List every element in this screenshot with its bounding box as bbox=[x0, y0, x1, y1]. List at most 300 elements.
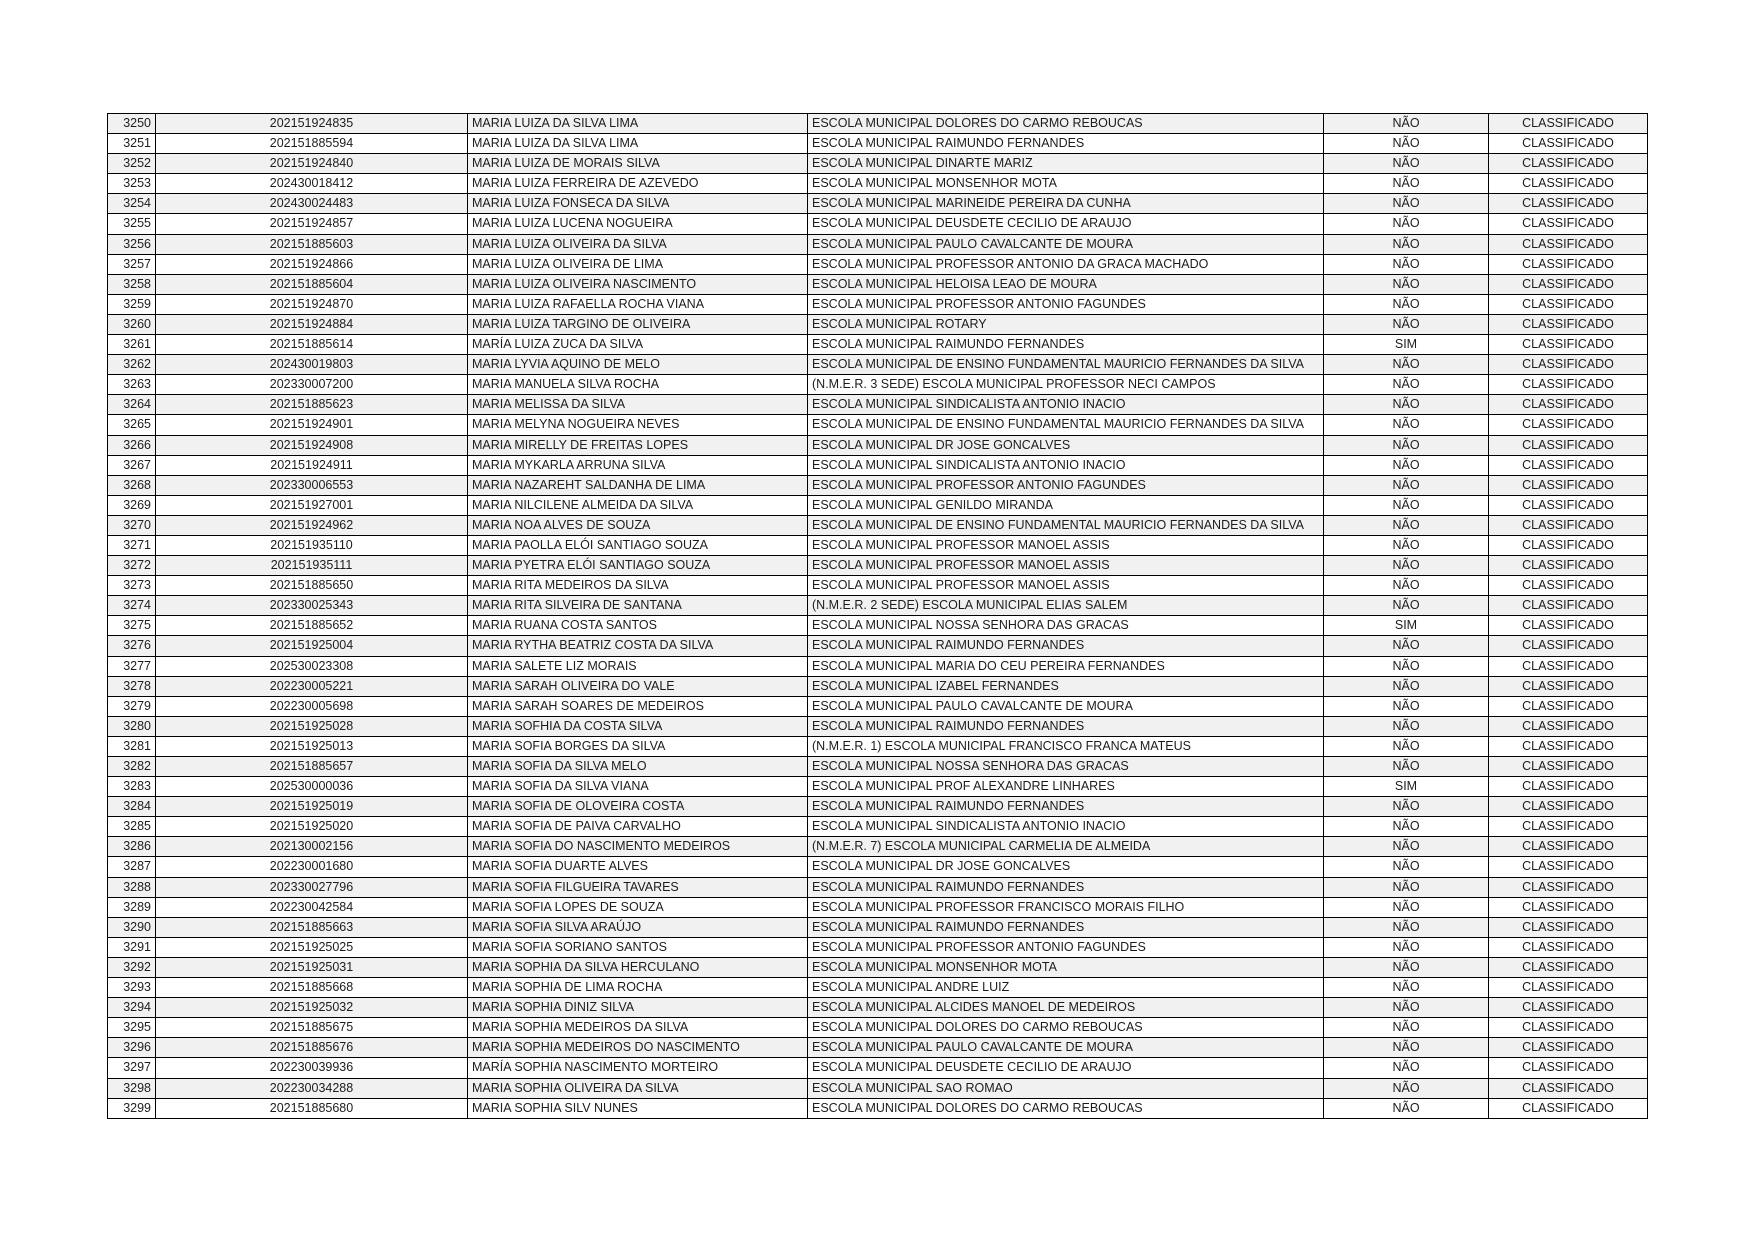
flag-cell: NÃO bbox=[1324, 134, 1489, 154]
school-cell: ESCOLA MUNICIPAL RAIMUNDO FERNANDES bbox=[808, 716, 1324, 736]
flag-cell: NÃO bbox=[1324, 174, 1489, 194]
enrollment-id-cell: 202151885594 bbox=[156, 134, 468, 154]
school-cell: ESCOLA MUNICIPAL HELOISA LEAO DE MOURA bbox=[808, 274, 1324, 294]
enrollment-id-cell: 202330007200 bbox=[156, 375, 468, 395]
school-cell: ESCOLA MUNICIPAL SINDICALISTA ANTONIO INACIO bbox=[808, 817, 1324, 837]
status-cell: CLASSIFICADO bbox=[1489, 194, 1648, 214]
rank-cell: 3273 bbox=[108, 576, 156, 596]
flag-cell: NÃO bbox=[1324, 636, 1489, 656]
name-cell: MARIA MANUELA SILVA ROCHA bbox=[468, 375, 808, 395]
status-cell: CLASSIFICADO bbox=[1489, 556, 1648, 576]
status-cell: CLASSIFICADO bbox=[1489, 154, 1648, 174]
flag-cell: NÃO bbox=[1324, 837, 1489, 857]
school-cell: ESCOLA MUNICIPAL DOLORES DO CARMO REBOUCAS bbox=[808, 1018, 1324, 1038]
flag-cell: NÃO bbox=[1324, 194, 1489, 214]
enrollment-id-cell: 202151885680 bbox=[156, 1098, 468, 1118]
table-row bbox=[108, 375, 1648, 395]
school-cell: ESCOLA MUNICIPAL SINDICALISTA ANTONIO INACIO bbox=[808, 395, 1324, 415]
rank-cell: 3282 bbox=[108, 757, 156, 777]
rank-cell: 3299 bbox=[108, 1098, 156, 1118]
name-cell: MARIA SOPHIA MEDEIROS DA SILVA bbox=[468, 1018, 808, 1038]
status-cell: CLASSIFICADO bbox=[1489, 495, 1648, 515]
flag-cell: NÃO bbox=[1324, 877, 1489, 897]
school-cell: ESCOLA MUNICIPAL ROTARY bbox=[808, 314, 1324, 334]
name-cell: MARIA NOA ALVES DE SOUZA bbox=[468, 515, 808, 535]
school-cell: ESCOLA MUNICIPAL SINDICALISTA ANTONIO INACIO bbox=[808, 455, 1324, 475]
table-row bbox=[108, 596, 1648, 616]
rank-cell: 3291 bbox=[108, 937, 156, 957]
name-cell: MARIA SOPHIA DA SILVA HERCULANO bbox=[468, 957, 808, 977]
flag-cell: NÃO bbox=[1324, 395, 1489, 415]
school-cell: ESCOLA MUNICIPAL PAULO CAVALCANTE DE MOURA bbox=[808, 696, 1324, 716]
status-cell: CLASSIFICADO bbox=[1489, 957, 1648, 977]
enrollment-id-cell: 202151924835 bbox=[156, 114, 468, 134]
school-cell: ESCOLA MUNICIPAL MONSENHOR MOTA bbox=[808, 957, 1324, 977]
enrollment-id-cell: 202151885604 bbox=[156, 274, 468, 294]
school-cell: ESCOLA MUNICIPAL IZABEL FERNANDES bbox=[808, 676, 1324, 696]
school-cell: ESCOLA MUNICIPAL RAIMUNDO FERNANDES bbox=[808, 636, 1324, 656]
name-cell: MARIA SOFIA DA SILVA MELO bbox=[468, 757, 808, 777]
flag-cell: NÃO bbox=[1324, 978, 1489, 998]
name-cell: MARIA NAZAREHT SALDANHA DE LIMA bbox=[468, 475, 808, 495]
school-cell: ESCOLA MUNICIPAL RAIMUNDO FERNANDES bbox=[808, 797, 1324, 817]
enrollment-id-cell: 202151924870 bbox=[156, 294, 468, 314]
name-cell: MARIA SOFIA DE PAIVA CARVALHO bbox=[468, 817, 808, 837]
flag-cell: NÃO bbox=[1324, 455, 1489, 475]
school-cell: ESCOLA MUNICIPAL NOSSA SENHORA DAS GRACAS bbox=[808, 616, 1324, 636]
status-cell: CLASSIFICADO bbox=[1489, 234, 1648, 254]
flag-cell: NÃO bbox=[1324, 1038, 1489, 1058]
status-cell: CLASSIFICADO bbox=[1489, 134, 1648, 154]
table-row bbox=[108, 837, 1648, 857]
flag-cell: NÃO bbox=[1324, 596, 1489, 616]
school-cell: ESCOLA MUNICIPAL PROFESSOR ANTONIO FAGUNDES bbox=[808, 475, 1324, 495]
enrollment-id-cell: 202230005221 bbox=[156, 676, 468, 696]
rank-cell: 3252 bbox=[108, 154, 156, 174]
rank-cell: 3261 bbox=[108, 335, 156, 355]
rank-cell: 3272 bbox=[108, 556, 156, 576]
flag-cell: NÃO bbox=[1324, 1098, 1489, 1118]
enrollment-id-cell: 202151924911 bbox=[156, 455, 468, 475]
school-cell: ESCOLA MUNICIPAL MARIA DO CEU PEREIRA FERNANDES bbox=[808, 656, 1324, 676]
rank-cell: 3276 bbox=[108, 636, 156, 656]
school-cell: ESCOLA MUNICIPAL PROFESSOR MANOEL ASSIS bbox=[808, 576, 1324, 596]
flag-cell: NÃO bbox=[1324, 857, 1489, 877]
school-cell: ESCOLA MUNICIPAL RAIMUNDO FERNANDES bbox=[808, 877, 1324, 897]
flag-cell: NÃO bbox=[1324, 556, 1489, 576]
status-cell: CLASSIFICADO bbox=[1489, 937, 1648, 957]
enrollment-id-cell: 202151925032 bbox=[156, 998, 468, 1018]
enrollment-id-cell: 202151924884 bbox=[156, 314, 468, 334]
flag-cell: NÃO bbox=[1324, 817, 1489, 837]
school-cell: ESCOLA MUNICIPAL PROFESSOR MANOEL ASSIS bbox=[808, 556, 1324, 576]
enrollment-id-cell: 202430019803 bbox=[156, 355, 468, 375]
status-cell: CLASSIFICADO bbox=[1489, 375, 1648, 395]
flag-cell: NÃO bbox=[1324, 797, 1489, 817]
school-cell: ESCOLA MUNICIPAL DINARTE MARIZ bbox=[808, 154, 1324, 174]
enrollment-id-cell: 202230005698 bbox=[156, 696, 468, 716]
rank-cell: 3263 bbox=[108, 375, 156, 395]
flag-cell: NÃO bbox=[1324, 495, 1489, 515]
school-cell: ESCOLA MUNICIPAL DOLORES DO CARMO REBOUCAS bbox=[808, 114, 1324, 134]
enrollment-id-cell: 202151925025 bbox=[156, 937, 468, 957]
rank-cell: 3292 bbox=[108, 957, 156, 977]
enrollment-id-cell: 202151924840 bbox=[156, 154, 468, 174]
flag-cell: NÃO bbox=[1324, 716, 1489, 736]
rank-cell: 3265 bbox=[108, 415, 156, 435]
enrollment-id-cell: 202151927001 bbox=[156, 495, 468, 515]
status-cell: CLASSIFICADO bbox=[1489, 174, 1648, 194]
table-row bbox=[108, 716, 1648, 736]
status-cell: CLASSIFICADO bbox=[1489, 1078, 1648, 1098]
enrollment-id-cell: 202151924962 bbox=[156, 515, 468, 535]
name-cell: MARIA SALETE LIZ MORAIS bbox=[468, 656, 808, 676]
enrollment-id-cell: 202151885614 bbox=[156, 335, 468, 355]
table-row bbox=[108, 1058, 1648, 1078]
school-cell: ESCOLA MUNICIPAL PROFESSOR ANTONIO DA GRACA MACHADO bbox=[808, 254, 1324, 274]
rank-cell: 3257 bbox=[108, 254, 156, 274]
flag-cell: NÃO bbox=[1324, 937, 1489, 957]
name-cell: MARIA LYVIA AQUINO DE MELO bbox=[468, 355, 808, 375]
rank-cell: 3260 bbox=[108, 314, 156, 334]
enrollment-id-cell: 202530000036 bbox=[156, 777, 468, 797]
enrollment-id-cell: 202151924901 bbox=[156, 415, 468, 435]
table-row bbox=[108, 455, 1648, 475]
rank-cell: 3259 bbox=[108, 294, 156, 314]
school-cell: ESCOLA MUNICIPAL MARINEIDE PEREIRA DA CUNHA bbox=[808, 194, 1324, 214]
name-cell: MARIA LUIZA FONSECA DA SILVA bbox=[468, 194, 808, 214]
flag-cell: NÃO bbox=[1324, 254, 1489, 274]
school-cell: ESCOLA MUNICIPAL RAIMUNDO FERNANDES bbox=[808, 134, 1324, 154]
status-cell: CLASSIFICADO bbox=[1489, 455, 1648, 475]
rank-cell: 3267 bbox=[108, 455, 156, 475]
flag-cell: NÃO bbox=[1324, 656, 1489, 676]
table-row bbox=[108, 395, 1648, 415]
status-cell: CLASSIFICADO bbox=[1489, 576, 1648, 596]
rank-cell: 3254 bbox=[108, 194, 156, 214]
enrollment-id-cell: 202151924857 bbox=[156, 214, 468, 234]
school-cell: ESCOLA MUNICIPAL DE ENSINO FUNDAMENTAL MAURICIO FERNANDES DA SILVA bbox=[808, 415, 1324, 435]
table-row bbox=[108, 777, 1648, 797]
school-cell: ESCOLA MUNICIPAL GENILDO MIRANDA bbox=[808, 495, 1324, 515]
table-row bbox=[108, 1078, 1648, 1098]
rank-cell: 3255 bbox=[108, 214, 156, 234]
table-row bbox=[108, 736, 1648, 756]
rank-cell: 3281 bbox=[108, 736, 156, 756]
rank-cell: 3266 bbox=[108, 435, 156, 455]
table-row bbox=[108, 355, 1648, 375]
flag-cell: NÃO bbox=[1324, 736, 1489, 756]
school-cell: ESCOLA MUNICIPAL DOLORES DO CARMO REBOUCAS bbox=[808, 1098, 1324, 1118]
table-row bbox=[108, 757, 1648, 777]
name-cell: MARIA RUANA COSTA SANTOS bbox=[468, 616, 808, 636]
flag-cell: NÃO bbox=[1324, 1018, 1489, 1038]
flag-cell: NÃO bbox=[1324, 535, 1489, 555]
name-cell: MARIA LUIZA RAFAELLA ROCHA VIANA bbox=[468, 294, 808, 314]
enrollment-id-cell: 202330006553 bbox=[156, 475, 468, 495]
status-cell: CLASSIFICADO bbox=[1489, 114, 1648, 134]
name-cell: MARIA SOFIA SILVA ARAÚJO bbox=[468, 917, 808, 937]
flag-cell: SIM bbox=[1324, 616, 1489, 636]
enrollment-id-cell: 202151885603 bbox=[156, 234, 468, 254]
name-cell: MARIA LUIZA LUCENA NOGUEIRA bbox=[468, 214, 808, 234]
name-cell: MARIA LUIZA OLIVEIRA DA SILVA bbox=[468, 234, 808, 254]
name-cell: MARIA LUIZA DE MORAIS SILVA bbox=[468, 154, 808, 174]
status-cell: CLASSIFICADO bbox=[1489, 817, 1648, 837]
name-cell: MARIA SOFIA DO NASCIMENTO MEDEIROS bbox=[468, 837, 808, 857]
enrollment-id-cell: 202151885663 bbox=[156, 917, 468, 937]
status-cell: CLASSIFICADO bbox=[1489, 998, 1648, 1018]
results-table-body bbox=[108, 114, 1648, 1119]
status-cell: CLASSIFICADO bbox=[1489, 335, 1648, 355]
name-cell: MARIA SOFIA BORGES DA SILVA bbox=[468, 736, 808, 756]
flag-cell: SIM bbox=[1324, 335, 1489, 355]
table-row bbox=[108, 817, 1648, 837]
enrollment-id-cell: 202151885668 bbox=[156, 978, 468, 998]
flag-cell: NÃO bbox=[1324, 1078, 1489, 1098]
rank-cell: 3251 bbox=[108, 134, 156, 154]
rank-cell: 3296 bbox=[108, 1038, 156, 1058]
status-cell: CLASSIFICADO bbox=[1489, 837, 1648, 857]
school-cell: ESCOLA MUNICIPAL PAULO CAVALCANTE DE MOURA bbox=[808, 1038, 1324, 1058]
status-cell: CLASSIFICADO bbox=[1489, 294, 1648, 314]
school-cell: ESCOLA MUNICIPAL MONSENHOR MOTA bbox=[808, 174, 1324, 194]
rank-cell: 3295 bbox=[108, 1018, 156, 1038]
enrollment-id-cell: 202230042584 bbox=[156, 897, 468, 917]
results-table bbox=[107, 113, 1648, 1119]
status-cell: CLASSIFICADO bbox=[1489, 636, 1648, 656]
table-row bbox=[108, 214, 1648, 234]
rank-cell: 3271 bbox=[108, 535, 156, 555]
table-row bbox=[108, 897, 1648, 917]
name-cell: MARIA NILCILENE ALMEIDA DA SILVA bbox=[468, 495, 808, 515]
name-cell: MARIA RYTHA BEATRIZ COSTA DA SILVA bbox=[468, 636, 808, 656]
rank-cell: 3284 bbox=[108, 797, 156, 817]
table-row bbox=[108, 857, 1648, 877]
enrollment-id-cell: 202151925028 bbox=[156, 716, 468, 736]
status-cell: CLASSIFICADO bbox=[1489, 535, 1648, 555]
rank-cell: 3288 bbox=[108, 877, 156, 897]
status-cell: CLASSIFICADO bbox=[1489, 716, 1648, 736]
status-cell: CLASSIFICADO bbox=[1489, 877, 1648, 897]
enrollment-id-cell: 202151925019 bbox=[156, 797, 468, 817]
school-cell: ESCOLA MUNICIPAL NOSSA SENHORA DAS GRACAS bbox=[808, 757, 1324, 777]
table-row bbox=[108, 294, 1648, 314]
status-cell: CLASSIFICADO bbox=[1489, 917, 1648, 937]
school-cell: ESCOLA MUNICIPAL DR JOSE GONCALVES bbox=[808, 435, 1324, 455]
school-cell: ESCOLA MUNICIPAL PROF ALEXANDRE LINHARES bbox=[808, 777, 1324, 797]
rank-cell: 3283 bbox=[108, 777, 156, 797]
school-cell: ESCOLA MUNICIPAL ALCIDES MANOEL DE MEDEIROS bbox=[808, 998, 1324, 1018]
name-cell: MARIA SARAH SOARES DE MEDEIROS bbox=[468, 696, 808, 716]
name-cell: MARIA SOPHIA MEDEIROS DO NASCIMENTO bbox=[468, 1038, 808, 1058]
school-cell: ESCOLA MUNICIPAL PROFESSOR MANOEL ASSIS bbox=[808, 535, 1324, 555]
flag-cell: NÃO bbox=[1324, 214, 1489, 234]
table-row bbox=[108, 415, 1648, 435]
enrollment-id-cell: 202330027796 bbox=[156, 877, 468, 897]
table-row bbox=[108, 696, 1648, 716]
table-row bbox=[108, 556, 1648, 576]
status-cell: CLASSIFICADO bbox=[1489, 355, 1648, 375]
name-cell: MARIA SOFIA LOPES DE SOUZA bbox=[468, 897, 808, 917]
enrollment-id-cell: 202151885657 bbox=[156, 757, 468, 777]
table-row bbox=[108, 797, 1648, 817]
table-row bbox=[108, 234, 1648, 254]
status-cell: CLASSIFICADO bbox=[1489, 415, 1648, 435]
table-row bbox=[108, 274, 1648, 294]
enrollment-id-cell: 202151885676 bbox=[156, 1038, 468, 1058]
school-cell: ESCOLA MUNICIPAL PROFESSOR ANTONIO FAGUNDES bbox=[808, 294, 1324, 314]
enrollment-id-cell: 202330025343 bbox=[156, 596, 468, 616]
status-cell: CLASSIFICADO bbox=[1489, 777, 1648, 797]
enrollment-id-cell: 202151935111 bbox=[156, 556, 468, 576]
enrollment-id-cell: 202151885652 bbox=[156, 616, 468, 636]
name-cell: MARIA SOFIA DE OLOVEIRA COSTA bbox=[468, 797, 808, 817]
flag-cell: NÃO bbox=[1324, 355, 1489, 375]
school-cell: ESCOLA MUNICIPAL SAO ROMAO bbox=[808, 1078, 1324, 1098]
rank-cell: 3256 bbox=[108, 234, 156, 254]
school-cell: ESCOLA MUNICIPAL DEUSDETE CECILIO DE ARAUJO bbox=[808, 214, 1324, 234]
table-row bbox=[108, 636, 1648, 656]
name-cell: MARIA LUIZA FERREIRA DE AZEVEDO bbox=[468, 174, 808, 194]
name-cell: MARIA PYETRA ELÓI SANTIAGO SOUZA bbox=[468, 556, 808, 576]
flag-cell: NÃO bbox=[1324, 234, 1489, 254]
enrollment-id-cell: 202530023308 bbox=[156, 656, 468, 676]
table-row bbox=[108, 957, 1648, 977]
enrollment-id-cell: 202151935110 bbox=[156, 535, 468, 555]
rank-cell: 3289 bbox=[108, 897, 156, 917]
table-row bbox=[108, 937, 1648, 957]
table-row bbox=[108, 1098, 1648, 1118]
enrollment-id-cell: 202151885623 bbox=[156, 395, 468, 415]
table-row bbox=[108, 515, 1648, 535]
name-cell: MARIA SOPHIA OLIVEIRA DA SILVA bbox=[468, 1078, 808, 1098]
name-cell: MARIA MIRELLY DE FREITAS LOPES bbox=[468, 435, 808, 455]
table-row bbox=[108, 978, 1648, 998]
name-cell: MARÍA SOPHIA NASCIMENTO MORTEIRO bbox=[468, 1058, 808, 1078]
flag-cell: NÃO bbox=[1324, 314, 1489, 334]
table-row bbox=[108, 656, 1648, 676]
flag-cell: NÃO bbox=[1324, 998, 1489, 1018]
table-row bbox=[108, 114, 1648, 134]
enrollment-id-cell: 202151925020 bbox=[156, 817, 468, 837]
rank-cell: 3250 bbox=[108, 114, 156, 134]
status-cell: CLASSIFICADO bbox=[1489, 676, 1648, 696]
school-cell: ESCOLA MUNICIPAL PROFESSOR ANTONIO FAGUNDES bbox=[808, 937, 1324, 957]
school-cell: (N.M.E.R. 2 SEDE) ESCOLA MUNICIPAL ELIAS SALEM bbox=[808, 596, 1324, 616]
flag-cell: SIM bbox=[1324, 777, 1489, 797]
table-row bbox=[108, 616, 1648, 636]
name-cell: MARIA RITA MEDEIROS DA SILVA bbox=[468, 576, 808, 596]
enrollment-id-cell: 202430018412 bbox=[156, 174, 468, 194]
name-cell: MARIA SOFHIA DA COSTA SILVA bbox=[468, 716, 808, 736]
school-cell: ESCOLA MUNICIPAL PROFESSOR FRANCISCO MORAIS FILHO bbox=[808, 897, 1324, 917]
table-row bbox=[108, 154, 1648, 174]
table-row bbox=[108, 314, 1648, 334]
rank-cell: 3293 bbox=[108, 978, 156, 998]
rank-cell: 3262 bbox=[108, 355, 156, 375]
flag-cell: NÃO bbox=[1324, 294, 1489, 314]
name-cell: MARIA MYKARLA ARRUNA SILVA bbox=[468, 455, 808, 475]
table-row bbox=[108, 576, 1648, 596]
rank-cell: 3275 bbox=[108, 616, 156, 636]
name-cell: MARIA SARAH OLIVEIRA DO VALE bbox=[468, 676, 808, 696]
school-cell: (N.M.E.R. 3 SEDE) ESCOLA MUNICIPAL PROFESSOR NECI CAMPOS bbox=[808, 375, 1324, 395]
table-row bbox=[108, 676, 1648, 696]
school-cell: (N.M.E.R. 7) ESCOLA MUNICIPAL CARMELIA DE ALMEIDA bbox=[808, 837, 1324, 857]
status-cell: CLASSIFICADO bbox=[1489, 616, 1648, 636]
flag-cell: NÃO bbox=[1324, 435, 1489, 455]
status-cell: CLASSIFICADO bbox=[1489, 696, 1648, 716]
table-row bbox=[108, 535, 1648, 555]
table-row bbox=[108, 1018, 1648, 1038]
table-row bbox=[108, 335, 1648, 355]
status-cell: CLASSIFICADO bbox=[1489, 857, 1648, 877]
status-cell: CLASSIFICADO bbox=[1489, 757, 1648, 777]
status-cell: CLASSIFICADO bbox=[1489, 475, 1648, 495]
enrollment-id-cell: 202151885650 bbox=[156, 576, 468, 596]
status-cell: CLASSIFICADO bbox=[1489, 1098, 1648, 1118]
status-cell: CLASSIFICADO bbox=[1489, 515, 1648, 535]
flag-cell: NÃO bbox=[1324, 576, 1489, 596]
flag-cell: NÃO bbox=[1324, 114, 1489, 134]
school-cell: (N.M.E.R. 1) ESCOLA MUNICIPAL FRANCISCO FRANCA MATEUS bbox=[808, 736, 1324, 756]
status-cell: CLASSIFICADO bbox=[1489, 1018, 1648, 1038]
name-cell: MARIA SOPHIA SILV NUNES bbox=[468, 1098, 808, 1118]
flag-cell: NÃO bbox=[1324, 696, 1489, 716]
table-row bbox=[108, 435, 1648, 455]
rank-cell: 3269 bbox=[108, 495, 156, 515]
enrollment-id-cell: 202151925031 bbox=[156, 957, 468, 977]
school-cell: ESCOLA MUNICIPAL RAIMUNDO FERNANDES bbox=[808, 335, 1324, 355]
name-cell: MARIA RITA SILVEIRA DE SANTANA bbox=[468, 596, 808, 616]
name-cell: MARIA LUIZA DA SILVA LIMA bbox=[468, 134, 808, 154]
table-row bbox=[108, 998, 1648, 1018]
table-row bbox=[108, 194, 1648, 214]
status-cell: CLASSIFICADO bbox=[1489, 736, 1648, 756]
name-cell: MARIA LUIZA OLIVEIRA NASCIMENTO bbox=[468, 274, 808, 294]
status-cell: CLASSIFICADO bbox=[1489, 254, 1648, 274]
flag-cell: NÃO bbox=[1324, 475, 1489, 495]
status-cell: CLASSIFICADO bbox=[1489, 1038, 1648, 1058]
flag-cell: NÃO bbox=[1324, 515, 1489, 535]
school-cell: ESCOLA MUNICIPAL ANDRE LUIZ bbox=[808, 978, 1324, 998]
name-cell: MARIA SOFIA SORIANO SANTOS bbox=[468, 937, 808, 957]
enrollment-id-cell: 202130002156 bbox=[156, 837, 468, 857]
name-cell: MARIA SOFIA FILGUEIRA TAVARES bbox=[468, 877, 808, 897]
name-cell: MARIA SOPHIA DINIZ SILVA bbox=[468, 998, 808, 1018]
flag-cell: NÃO bbox=[1324, 1058, 1489, 1078]
enrollment-id-cell: 202151885675 bbox=[156, 1018, 468, 1038]
status-cell: CLASSIFICADO bbox=[1489, 395, 1648, 415]
enrollment-id-cell: 202151925013 bbox=[156, 736, 468, 756]
enrollment-id-cell: 202230039936 bbox=[156, 1058, 468, 1078]
rank-cell: 3285 bbox=[108, 817, 156, 837]
name-cell: MARIA MELYNA NOGUEIRA NEVES bbox=[468, 415, 808, 435]
table-row bbox=[108, 1038, 1648, 1058]
enrollment-id-cell: 202151925004 bbox=[156, 636, 468, 656]
enrollment-id-cell: 202151924908 bbox=[156, 435, 468, 455]
rank-cell: 3253 bbox=[108, 174, 156, 194]
school-cell: ESCOLA MUNICIPAL RAIMUNDO FERNANDES bbox=[808, 917, 1324, 937]
table-row bbox=[108, 495, 1648, 515]
table-row bbox=[108, 134, 1648, 154]
flag-cell: NÃO bbox=[1324, 757, 1489, 777]
table-row bbox=[108, 917, 1648, 937]
status-cell: CLASSIFICADO bbox=[1489, 656, 1648, 676]
name-cell: MARIA SOPHIA DE LIMA ROCHA bbox=[468, 978, 808, 998]
enrollment-id-cell: 202230034288 bbox=[156, 1078, 468, 1098]
